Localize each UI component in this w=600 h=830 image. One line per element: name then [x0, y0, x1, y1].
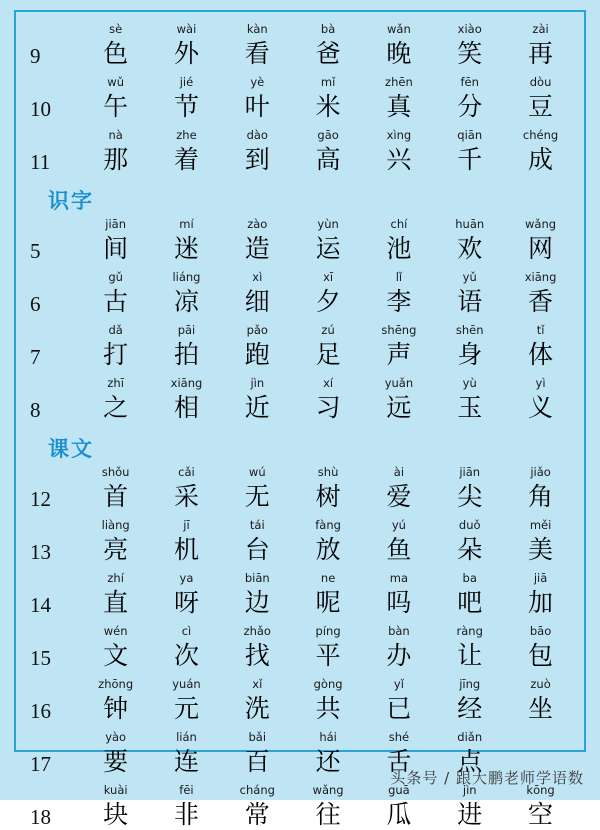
pinyin-cell: wài [176, 22, 197, 36]
pinyin-cell [505, 730, 576, 744]
pinyin-cell: tái [249, 518, 265, 532]
pinyin-cell: wǎn [387, 22, 411, 36]
hanzi-cell: 空 [528, 800, 554, 829]
pinyin-cell: xiāng [524, 270, 557, 284]
pinyin-cell: sè [109, 22, 123, 36]
table-row [30, 532, 576, 565]
hanzi-cell: 古 [103, 287, 129, 316]
pinyin-cell: qiān [457, 128, 483, 142]
pinyin-cell: wǎng [525, 217, 557, 231]
hanzi-cell: 兴 [386, 145, 412, 174]
hanzi-cell: 要 [103, 747, 129, 776]
table-row [30, 36, 576, 69]
pinyin-cell: yù [462, 376, 477, 390]
hanzi-cell: 爱 [386, 482, 412, 511]
table-row [30, 465, 576, 479]
hanzi-cell: 进 [457, 800, 483, 829]
pinyin-cell: ma [389, 571, 409, 585]
table-row [30, 323, 576, 337]
hanzi-cell: 亮 [103, 535, 129, 564]
hanzi-cell: 打 [103, 340, 129, 369]
hanzi-cell: 网 [528, 234, 554, 263]
pinyin-cell: cì [181, 624, 192, 638]
pinyin-cell: shé [388, 730, 410, 744]
pinyin-cell: bàn [388, 624, 410, 638]
hanzi-cell: 迷 [173, 234, 199, 263]
pinyin-cell: jiān [459, 465, 481, 479]
pinyin-cell: fēn [460, 75, 479, 89]
table-row [30, 337, 576, 370]
hanzi-cell: 包 [528, 641, 554, 670]
hanzi-cell: 百 [244, 747, 270, 776]
hanzi-cell: 池 [386, 234, 412, 263]
hanzi-cell: 晚 [386, 39, 412, 68]
hanzi-cell: 鱼 [386, 535, 412, 564]
hanzi-cell: 香 [528, 287, 554, 316]
pinyin-cell: yì [535, 376, 546, 390]
hanzi-cell: 拍 [173, 340, 199, 369]
table-row [30, 270, 576, 284]
pinyin-cell: shēng [381, 323, 417, 337]
pinyin-cell: zhī [107, 376, 124, 390]
hanzi-cell: 间 [103, 234, 129, 263]
pinyin-cell: dǎ [108, 323, 123, 337]
table-row [30, 624, 576, 638]
pinyin-cell: liáng [172, 270, 201, 284]
hanzi-cell: 还 [315, 747, 341, 776]
pinyin-cell: wǔ [107, 75, 124, 89]
hanzi-cell: 节 [173, 92, 199, 121]
hanzi-cell: 无 [244, 482, 270, 511]
table-row [30, 585, 576, 618]
hanzi-cell: 成 [528, 145, 554, 174]
hanzi-cell: 舌 [386, 747, 412, 776]
pinyin-cell: cháng [239, 783, 275, 797]
table-row [30, 376, 576, 390]
row-number: 10 [30, 97, 51, 121]
pinyin-cell: duǒ [458, 518, 481, 532]
hanzi-cell: 加 [528, 588, 554, 617]
hanzi-cell: 吧 [457, 588, 483, 617]
pinyin-cell: zhōng [98, 677, 134, 691]
hanzi-cell: 再 [528, 39, 554, 68]
row-number: 17 [30, 752, 51, 776]
pinyin-cell: ne [320, 571, 336, 585]
hanzi-cell: 找 [244, 641, 270, 670]
hanzi-cell: 洗 [244, 694, 270, 723]
hanzi-cell: 跑 [244, 340, 270, 369]
hanzi-cell: 经 [457, 694, 483, 723]
pinyin-cell: kàn [246, 22, 268, 36]
pinyin-cell: wú [248, 465, 266, 479]
hanzi-cell: 义 [528, 393, 554, 422]
hanzi-cell: 看 [244, 39, 270, 68]
pinyin-cell: biān [244, 571, 270, 585]
pinyin-cell: yǐ [393, 677, 404, 691]
table-row [30, 518, 576, 532]
table-row [30, 571, 576, 585]
pinyin-cell: zhí [107, 571, 124, 585]
pinyin-cell: hái [319, 730, 337, 744]
pinyin-cell: wén [103, 624, 128, 638]
hanzi-cell: 瓜 [386, 800, 412, 829]
pinyin-cell: mǐ [320, 75, 336, 89]
hanzi-cell: 千 [457, 145, 483, 174]
pinyin-cell: kuài [103, 783, 128, 797]
pinyin-cell: zào [247, 217, 268, 231]
hanzi-cell: 直 [103, 588, 129, 617]
pinyin-cell: xǐ [252, 677, 263, 691]
pinyin-cell: wǎng [312, 783, 344, 797]
table-row [30, 638, 576, 671]
pinyin-cell: bāo [529, 624, 552, 638]
row-number: 14 [30, 593, 51, 617]
pinyin-cell: xī [323, 270, 334, 284]
hanzi-cell: 着 [173, 145, 199, 174]
table-row [30, 217, 576, 231]
pinyin-cell: tǐ [536, 323, 545, 337]
pinyin-cell: gòng [313, 677, 343, 691]
pinyin-cell: chí [390, 217, 408, 231]
hanzi-cell: 吗 [386, 588, 412, 617]
hanzi-cell: 尖 [457, 482, 483, 511]
pinyin-cell: dòu [529, 75, 552, 89]
hanzi-cell: 远 [386, 393, 412, 422]
hanzi-cell: 共 [315, 694, 341, 723]
hanzi-cell: 高 [315, 145, 341, 174]
table-row [30, 142, 576, 175]
pinyin-cell: yuán [172, 677, 201, 691]
pinyin-cell: xiào [457, 22, 482, 36]
pinyin-cell: mí [179, 217, 194, 231]
table-row [30, 89, 576, 122]
hanzi-cell: 外 [173, 39, 199, 68]
pinyin-cell: jìn [462, 783, 477, 797]
hanzi-table-section-1 [30, 217, 576, 423]
hanzi-cell: 机 [173, 535, 199, 564]
hanzi-cell: 相 [173, 393, 199, 422]
hanzi-cell: 放 [315, 535, 341, 564]
pinyin-cell: huān [455, 217, 485, 231]
hanzi-cell: 运 [315, 234, 341, 263]
pinyin-cell: zuò [530, 677, 551, 691]
pinyin-cell: guā [388, 783, 410, 797]
hanzi-cell: 分 [457, 92, 483, 121]
table-row [30, 797, 576, 830]
hanzi-cell: 米 [315, 92, 341, 121]
row-number: 16 [30, 699, 51, 723]
pinyin-cell: shù [317, 465, 339, 479]
hanzi-cell: 坐 [528, 694, 554, 723]
hanzi-cell: 造 [244, 234, 270, 263]
pinyin-cell: xì [252, 270, 263, 284]
row-number: 5 [30, 239, 41, 263]
pinyin-cell: jīng [459, 677, 481, 691]
hanzi-cell: 次 [173, 641, 199, 670]
table-row [30, 128, 576, 142]
hanzi-cell: 体 [528, 340, 554, 369]
row-number: 9 [30, 44, 41, 68]
pinyin-cell: bà [320, 22, 336, 36]
hanzi-cell: 那 [103, 145, 129, 174]
hanzi-cell: 常 [244, 800, 270, 829]
pinyin-cell: jī [183, 518, 190, 532]
hanzi-cell: 块 [103, 800, 129, 829]
hanzi-cell: 欢 [457, 234, 483, 263]
row-number: 12 [30, 487, 51, 511]
pinyin-cell: yùn [317, 217, 339, 231]
hanzi-cell: 首 [103, 482, 129, 511]
pinyin-cell: píng [315, 624, 341, 638]
hanzi-cell: 爸 [315, 39, 341, 68]
hanzi-cell: 非 [173, 800, 199, 829]
pinyin-cell: yú [391, 518, 406, 532]
pinyin-cell: zú [321, 323, 335, 337]
section-heading-shizi: 识字 [48, 189, 94, 213]
pinyin-cell: yuǎn [384, 376, 414, 390]
hanzi-cell: 身 [457, 340, 483, 369]
pinyin-cell: gāo [317, 128, 339, 142]
pinyin-cell: lǐ [395, 270, 403, 284]
hanzi-cell: 文 [103, 641, 129, 670]
pinyin-cell: měi [529, 518, 552, 532]
hanzi-cell: 台 [244, 535, 270, 564]
pinyin-cell: lián [176, 730, 197, 744]
footer-attribution: 头条号 / 跟大鹏老师学语数 [390, 769, 584, 787]
hanzi-cell: 之 [103, 393, 129, 422]
pinyin-cell: fēi [179, 783, 194, 797]
pinyin-cell: ba [462, 571, 477, 585]
hanzi-cell: 元 [173, 694, 199, 723]
table-row [30, 75, 576, 89]
row-number: 6 [30, 292, 41, 316]
row-number: 11 [30, 150, 51, 174]
pinyin-cell: dào [246, 128, 268, 142]
table-row [30, 691, 576, 724]
hanzi-cell: 李 [386, 287, 412, 316]
table-row [30, 677, 576, 691]
hanzi-cell: 让 [457, 641, 483, 670]
pinyin-cell: jié [179, 75, 194, 89]
hanzi-cell: 采 [173, 482, 199, 511]
hanzi-cell: 办 [386, 641, 412, 670]
hanzi-table-section-0 [30, 22, 576, 175]
row-number: 18 [30, 805, 51, 829]
table-row [30, 479, 576, 512]
pinyin-cell: yào [105, 730, 127, 744]
hanzi-cell: 叶 [244, 92, 270, 121]
hanzi-cell: 近 [244, 393, 270, 422]
hanzi-cell: 美 [528, 535, 554, 564]
pinyin-cell: zhēn [385, 75, 413, 89]
row-number: 13 [30, 540, 51, 564]
pinyin-cell: cǎi [178, 465, 195, 479]
hanzi-cell: 树 [315, 482, 341, 511]
pinyin-cell: yè [250, 75, 265, 89]
pinyin-cell: jìn [250, 376, 265, 390]
row-number: 7 [30, 345, 41, 369]
hanzi-cell: 钟 [103, 694, 129, 723]
pinyin-cell: jiā [533, 571, 548, 585]
hanzi-cell: 午 [103, 92, 129, 121]
pinyin-cell: diǎn [457, 730, 483, 744]
hanzi-cell: 往 [315, 800, 341, 829]
table-row [30, 284, 576, 317]
row-number: 15 [30, 646, 51, 670]
pinyin-cell: xiāng [170, 376, 203, 390]
hanzi-cell: 足 [315, 340, 341, 369]
hanzi-cell: 习 [315, 393, 341, 422]
pinyin-cell: kōng [526, 783, 555, 797]
hanzi-cell: 真 [386, 92, 412, 121]
pinyin-cell: xìng [386, 128, 412, 142]
table-row [30, 730, 576, 744]
hanzi-cell: 已 [386, 694, 412, 723]
section-heading-kewen: 课文 [48, 437, 94, 461]
table-row [30, 390, 576, 423]
hanzi-cell: 凉 [173, 287, 199, 316]
pinyin-cell: zhe [176, 128, 197, 142]
hanzi-cell: 角 [528, 482, 554, 511]
pinyin-cell: bǎi [248, 730, 267, 744]
hanzi-cell: 边 [244, 588, 270, 617]
pinyin-cell: pǎo [246, 323, 268, 337]
hanzi-cell: 连 [173, 747, 199, 776]
pinyin-cell: liàng [101, 518, 130, 532]
hanzi-cell: 呀 [173, 588, 199, 617]
pinyin-cell: ràng [456, 624, 483, 638]
hanzi-cell: 平 [315, 641, 341, 670]
hanzi-cell: 声 [386, 340, 412, 369]
pinyin-cell: shēn [455, 323, 484, 337]
hanzi-cell: 细 [244, 287, 270, 316]
hanzi-cell: 色 [103, 39, 129, 68]
hanzi-cell: 夕 [315, 287, 341, 316]
hanzi-cell: 到 [244, 145, 270, 174]
pinyin-cell: pāi [177, 323, 196, 337]
row-number: 8 [30, 398, 41, 422]
pinyin-cell: chéng [522, 128, 559, 142]
hanzi-cell: 豆 [528, 92, 554, 121]
hanzi-cell: 点 [457, 747, 483, 776]
pinyin-cell: yǔ [462, 270, 477, 284]
pinyin-cell: jiān [105, 217, 127, 231]
hanzi-cell: 朵 [457, 535, 483, 564]
pinyin-cell: ya [179, 571, 194, 585]
table-row [30, 22, 576, 36]
hanzi-cell: 语 [457, 287, 483, 316]
pinyin-cell: zài [532, 22, 549, 36]
pinyin-cell: gǔ [108, 270, 123, 284]
pinyin-cell: zhǎo [243, 624, 271, 638]
hanzi-cell: 呢 [315, 588, 341, 617]
pinyin-cell: nà [108, 128, 123, 142]
hanzi-cell: 玉 [457, 393, 483, 422]
pinyin-cell: fàng [315, 518, 341, 532]
hanzi-cell: 笑 [457, 39, 483, 68]
pinyin-cell: xí [323, 376, 334, 390]
pinyin-cell: jiǎo [530, 465, 551, 479]
table-row [30, 231, 576, 264]
pinyin-cell: ài [393, 465, 405, 479]
pinyin-cell: shǒu [101, 465, 130, 479]
